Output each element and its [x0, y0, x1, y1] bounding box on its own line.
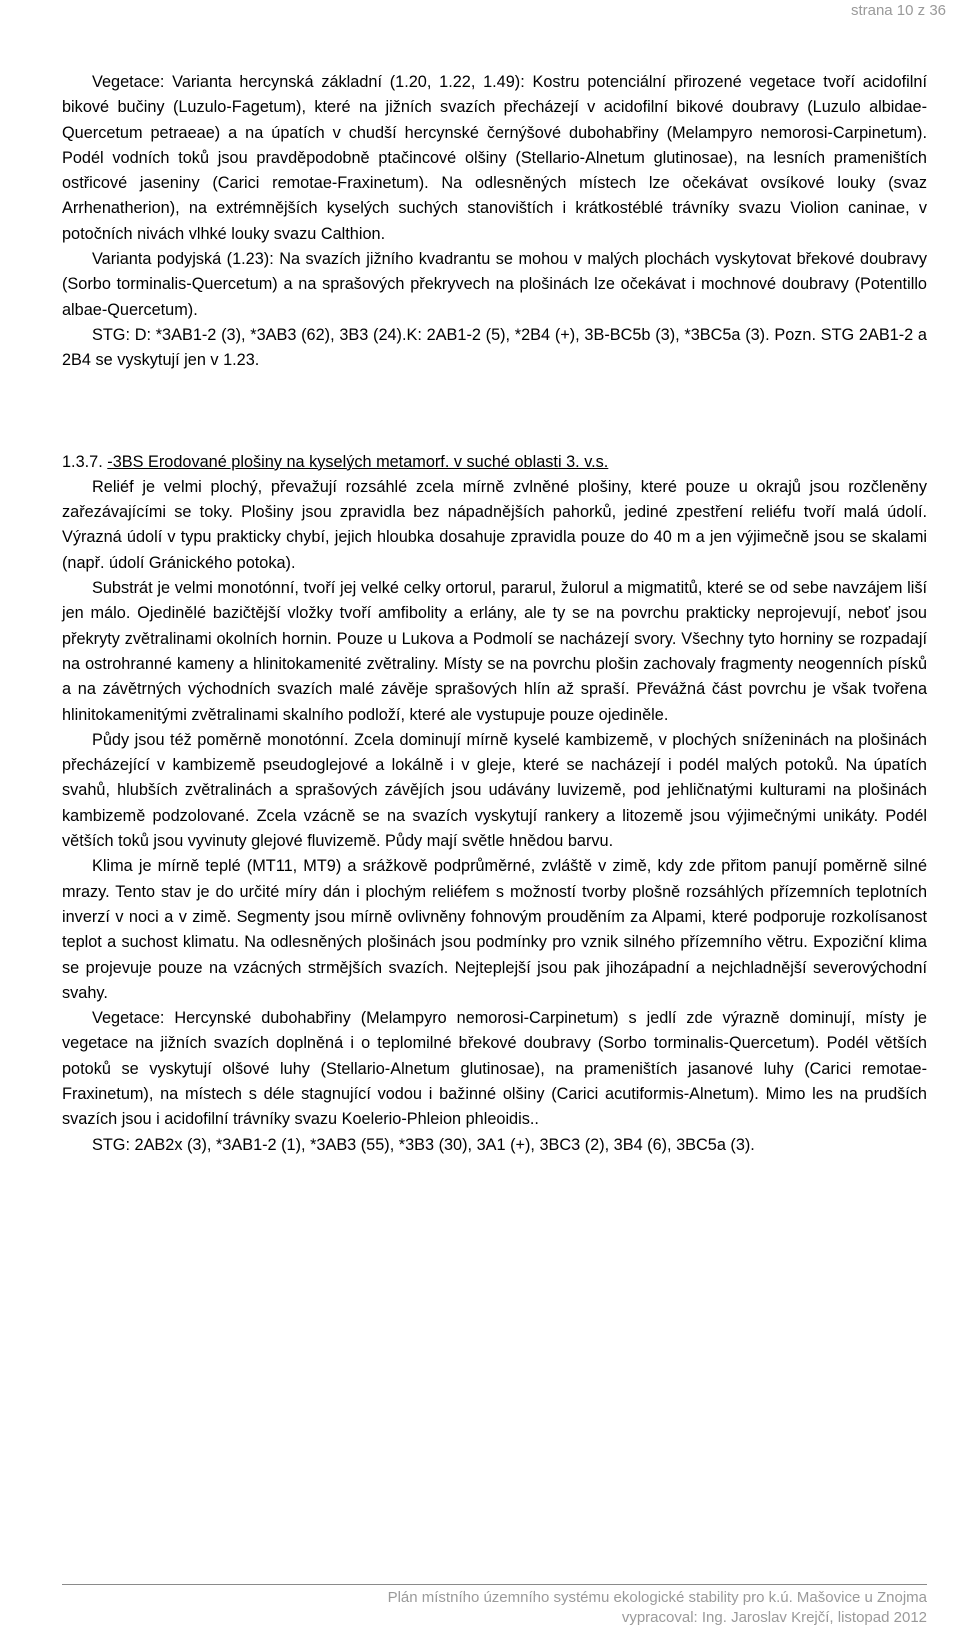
document-body: [62, 70, 927, 1158]
footer-divider: [62, 1584, 927, 1585]
paragraph-stg: STG: 2AB2x (3), *3AB1-2 (1), *3AB3 (55), *3B3 (30), 3A1 (+), 3BC3 (2), 3B4 (6), 3BC5a (3).: [92, 1135, 755, 1154]
paragraph-vegetation-podyji: Varianta podyjská (1.23): Na svazích jižního kvadrantu se mohou v malých plochách vyskytovat břekové doubravy (Sorbo torminalis-Quercetum) a na sprašových překryvech na plošinách lze očekávat i mochnové doubravy (Potentillo albae-Quercetum).: [62, 250, 927, 319]
section-number: 1.3.7.: [62, 452, 103, 471]
paragraph-stg-top: STG: D: *3AB1-2 (3), *3AB3 (62), 3B3 (24).K: 2AB1-2 (5), *2B4 (+), 3B-BC5b (3), *3BC5a (3). Pozn. STG 2AB1-2 a 2B4 se vyskytují jen v 1.23.: [62, 325, 927, 370]
paragraph-vegetation: Vegetace: Hercynské dubohabřiny (Melampyro nemorosi-Carpinetum) s jedlí zde výrazně dominují, místy je vegetace na jižních svazích doplněná i o teplomilné břekové doubravy (Sorbo torminalis-Quercetum). Podél větších potoků se vyskytují olšové luhy (Stellario-Alnetum glutinosae), na prameništích jasanové luhy (Carici remotae-Fraxinetum), na místech s déle stagnující vodou i bažinné olšiny (Carici acutiformis-Alnetum). Mimo les na prudších svazích jsou i acidofilní trávníky svazu Koelerio-Phleion phleoidis..: [62, 1009, 927, 1129]
section-title: -3BS Erodované plošiny na kyselých metamorf. v suché oblasti 3. v.s.: [107, 452, 609, 471]
paragraph-substrate: Substrát je velmi monotónní, tvoří jej velké celky ortorul, pararul, žulorul a migmatitů, které se od sebe navzájem liší jen málo. Ojedinělé bazičtější vložky tvoří amfibolity a erlány, ale ty se na povrchu prakticky neprojevují, neboť jsou překryty zvětralinami okolních hornin. Pouze u Lukova a Podmolí se nacházejí svory. Všechny tyto horniny se rozpadají na ostrohranné kameny a hlinitokamenité zvětraliny. Místy se na povrchu plošin zachovaly fragmenty neogenních písků a na závětrných východních svazích malé závěje sprašových hlín až spraší. Převážná část povrchu je však tvořena hlinitokamenitými zvětralinami skalního podloží, které ale vystupuje pouze ojediněle.: [62, 579, 927, 724]
paragraph-vegetation-hercynian: Vegetace: Varianta hercynská základní (1.20, 1.22, 1.49): Kostru potenciální přirozené vegetace tvoří acidofilní bikové bučiny (Luzulo-Fagetum), které na jižních svazích přecházejí v acidofilní bikové doubravy (Luzulo albidae-Quercetum petraeae) a na úpatích v chudší hercynské černýšové dubohabřiny (Melampyro nemorosi-Carpinetum). Podél vodních toků jsou pravděpodobně ptačincové olšiny (Stellario-Alnetum glutinosae), na lesních prameništích ostřicové jaseniny (Carici remotae-Fraxinetum). Na odlesněných místech lze očekávat ovsíkové louky (svaz Arrhenatherion), na extrémnějších kyselých suchých stanovištích i krátkostéblé trávníky svazu Violion caninae, v potočních nivách vlhké louky svazu Calthion.: [62, 73, 927, 243]
section-heading: [62, 450, 927, 475]
footer: [388, 1588, 927, 1628]
footer-author: vypracoval: Ing. Jaroslav Krejčí, listopad 2012: [621, 1609, 927, 1626]
paragraph-climate: Klima je mírně teplé (MT11, MT9) a srážkově podprůměrné, zvláště v zimě, kdy zde přitom panují poměrně silné mrazy. Tento stav je do určité míry dán i plochým reliéfem s možností tvorby plošně rozsáhlých přízemních teplotních inverzí v noci a v zimě. Segmenty jsou mírně ovlivněny fohnovým prouděním za Alpami, které podporuje rozkolísanost teplot a suchost klimatu. Na odlesněných plošinách jsou podmínky pro vznik silného přízemního větru. Expoziční klima se projevuje pouze na vzácných strmějších svazích. Nejteplejší jsou pak jihozápadní a nejchladnější severovýchodní svahy.: [62, 857, 927, 1002]
paragraph-soils: Půdy jsou též poměrně monotónní. Zcela dominují mírně kyselé kambizemě, v plochých sníženinách na plošinách přecházející v kambizemě pseudoglejové a lokálně i v gleje, které se nacházejí i podél malých potoků. Na úpatích svahů, hlubších zvětralinách a sprašových závějích jsou udávány luvizemě, pod jehličnatými kulturami na plošinách kambizemě podzolované. Zcela vzácně se na svazích vyskytují rankery a litozemě jsou výjimečnými unikáty. Podél větších toků jsou vyvinuty glejové fluvizemě. Půdy mají světle hnědou barvu.: [62, 730, 927, 851]
footer-project: Plán místního územního systému ekologické stability pro k.ú. Mašovice u Znojma: [387, 1589, 927, 1606]
page-number: strana 10 z 36: [850, 2, 946, 19]
paragraph-relief: Reliéf je velmi plochý, převažují rozsáhlé zcela mírně zvlněné plošiny, které pouze u okrajů jsou rozčleněny zařezávajícími se toky. Plošiny jsou zpravidla bez nápadnějších pahorků, jediné zpestření reliéfu tvoří malá údolí. Výrazná údolí v typu prakticky chybí, jejich hloubka dosahuje zpravidla pouze do 40 m a jen výjimečně jsou se skalami (např. údolí Gránického potoka).: [62, 477, 927, 572]
spacer: [62, 374, 927, 450]
